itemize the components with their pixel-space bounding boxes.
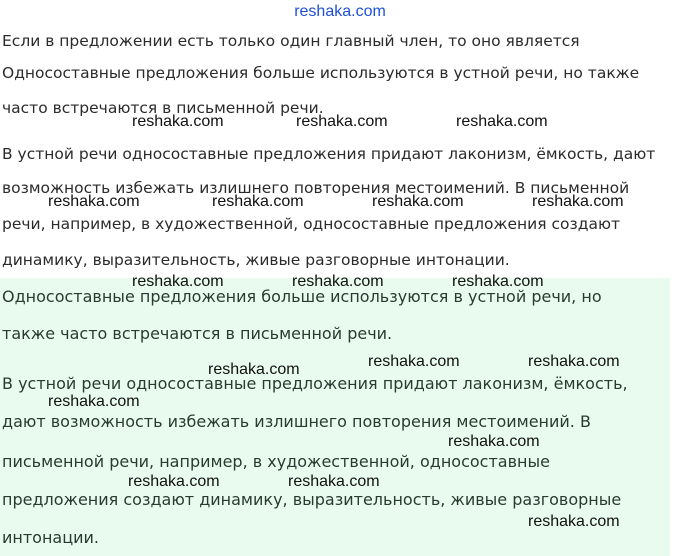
site-logo-text[interactable]: reshaka.com (294, 3, 386, 20)
watermark: reshaka.com (452, 273, 544, 290)
watermark: reshaka.com (132, 113, 224, 130)
watermark: reshaka.com (448, 433, 540, 450)
watermark: reshaka.com (296, 113, 388, 130)
watermark: reshaka.com (208, 361, 300, 378)
watermark: reshaka.com (48, 193, 140, 210)
text-line: также часто встречаются в письменной речи. (2, 324, 393, 343)
watermark: reshaka.com (456, 113, 548, 130)
text-line: Если в предложении есть только один главный член, то оно является (2, 32, 580, 50)
text-line: возможность избежать излишнего повторения местоимений. В письменной (2, 179, 630, 197)
watermark: reshaka.com (128, 473, 220, 490)
text-line: Односоставные предложения больше используются в устной речи, но также (2, 64, 640, 82)
text-line: В устной речи односоставные предложения придают лаконизм, ёмкость, (2, 374, 628, 393)
text-line: речи, например, в художественной, односоставные предложения создают (2, 215, 621, 233)
watermark: reshaka.com (288, 473, 380, 490)
watermark: reshaka.com (292, 273, 384, 290)
text-line: дают возможность избежать излишнего повторения местоимений. В (2, 412, 591, 431)
text-line: Односоставные предложения больше используются в устной речи, но (2, 287, 602, 306)
watermark: reshaka.com (528, 353, 620, 370)
text-line: динамику, выразительность, живые разговорные интонации. (2, 251, 510, 269)
watermark: reshaka.com (48, 393, 140, 410)
watermark: reshaka.com (212, 193, 304, 210)
watermark: reshaka.com (528, 513, 620, 530)
original-text-block (0, 24, 680, 278)
text-line: интонации. (2, 528, 100, 547)
watermark: reshaka.com (368, 353, 460, 370)
text-line: часто встречаются в письменной речи. (2, 99, 324, 117)
site-header (0, 0, 680, 24)
watermark: reshaka.com (372, 193, 464, 210)
watermark: reshaka.com (532, 193, 624, 210)
watermark: reshaka.com (132, 273, 224, 290)
text-line: предложения создают динамику, выразительность, живые разговорные (2, 490, 622, 509)
text-line: письменной речи, например, в художественной, односоставные (2, 452, 550, 471)
text-line: В устной речи односоставные предложения придают лаконизм, ёмкость, дают (2, 145, 656, 163)
